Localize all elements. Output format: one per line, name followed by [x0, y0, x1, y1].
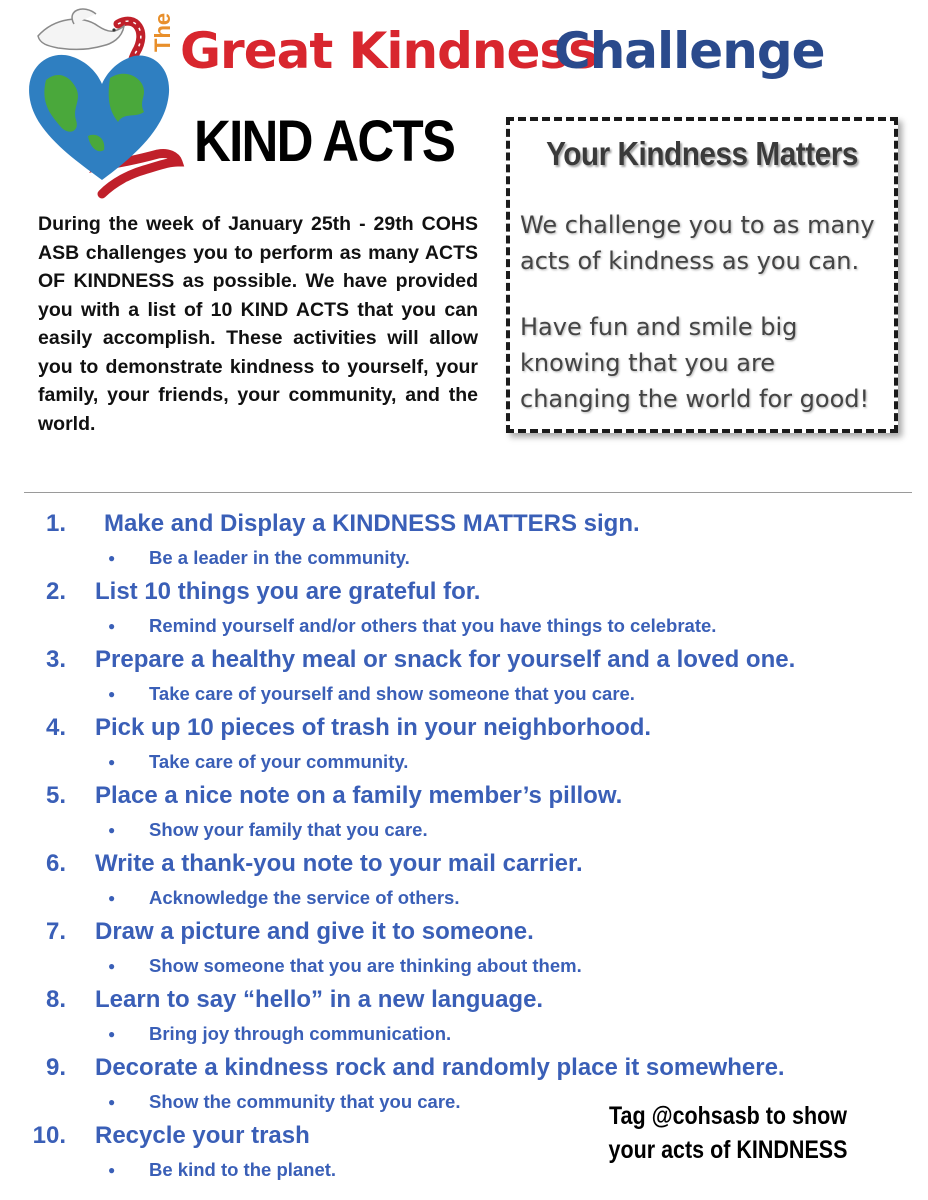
- list-item: [0, 981, 928, 1049]
- box-paragraph-smile: Have fun and smile big knowing that you are changing the world for good!: [520, 313, 870, 413]
- box-paragraph-challenge: We challenge you to as many acts of kindness as you can.: [520, 211, 875, 275]
- list-item-detail: Show the community that you care.: [149, 1091, 461, 1112]
- list-item-detail: Acknowledge the service of others.: [149, 887, 460, 908]
- list-item-title: Recycle your trash: [95, 1122, 310, 1149]
- tag-line-2: your acts of KINDNESS: [608, 1136, 848, 1164]
- list-item-detail: Take care of yourself and show someone that you care.: [149, 683, 635, 704]
- list-number: 10.: [32, 1122, 66, 1149]
- logo-the-word: The: [150, 12, 175, 52]
- page-heading: KIND ACTS: [194, 109, 455, 174]
- bullet-icon: ●: [108, 687, 116, 701]
- tag-line-1: Tag @cohsasb to show: [608, 1102, 847, 1130]
- list-item-title: Prepare a healthy meal or snack for yourself and a loved one.: [95, 646, 796, 673]
- list-number: 8.: [45, 986, 66, 1013]
- bullet-icon: ●: [108, 551, 116, 565]
- bullet-icon: ●: [108, 1163, 116, 1177]
- list-item: [0, 777, 928, 845]
- list-item-title: Place a nice note on a family member’s pillow.: [95, 782, 623, 809]
- list-number: 7.: [45, 918, 66, 945]
- list-number: 3.: [45, 646, 66, 673]
- list-item: [0, 845, 928, 913]
- list-item-title: Draw a picture and give it to someone.: [95, 918, 534, 945]
- list-number: 2.: [45, 578, 66, 605]
- title-great-kindness: Great Kindness: [180, 22, 597, 80]
- bullet-icon: ●: [108, 891, 116, 905]
- list-number: 9.: [45, 1054, 66, 1081]
- list-item-title: Write a thank-you note to your mail carrier.: [95, 850, 583, 877]
- list-item: [0, 573, 928, 641]
- kindness-matters-box: [506, 117, 898, 433]
- bullet-icon: ●: [108, 823, 116, 837]
- title-challenge: Challenge: [554, 22, 825, 80]
- heart-globe-icon: [29, 55, 169, 180]
- list-number: 1.: [45, 510, 66, 537]
- kind-acts-list: [0, 505, 928, 1185]
- list-item-detail: Show your family that you care.: [149, 819, 428, 840]
- list-item: [0, 709, 928, 777]
- intro-paragraph: During the week of January 25th - 29th COHS ASB challenges you to perform as many ACTS OF KINDNESS as possible. We have provided you with a list of 10 KIND ACTS that you can easily accomplish. These activities will allow you to demonstrate kindness to yourself, your family, your friends, your community, and the world.: [38, 213, 478, 435]
- list-item: [0, 641, 928, 709]
- list-item-detail: Be a leader in the community.: [149, 547, 410, 568]
- list-item-detail: Show someone that you are thinking about them.: [149, 955, 582, 976]
- list-item-detail: Bring joy through communication.: [149, 1023, 452, 1044]
- bullet-icon: ●: [108, 619, 116, 633]
- list-number: 4.: [45, 714, 66, 741]
- list-item-detail: Remind yourself and/or others that you have things to celebrate.: [149, 615, 717, 636]
- bullet-icon: ●: [108, 959, 116, 973]
- social-tag-callout: [599, 1099, 857, 1167]
- list-number: 5.: [45, 782, 66, 809]
- dove-icon: [38, 9, 124, 49]
- bullet-icon: ●: [108, 755, 116, 769]
- list-item-detail: Be kind to the planet.: [149, 1159, 337, 1180]
- list-item-title: Make and Display a KINDNESS MATTERS sign.: [104, 510, 640, 537]
- list-item-title: Decorate a kindness rock and randomly place it somewhere.: [95, 1054, 785, 1081]
- bullet-icon: ●: [108, 1027, 116, 1041]
- box-title: Your Kindness Matters: [546, 135, 858, 172]
- divider: [24, 492, 912, 493]
- bullet-icon: ●: [108, 1095, 116, 1109]
- list-item: [0, 913, 928, 981]
- list-item-title: Pick up 10 pieces of trash in your neighborhood.: [95, 714, 652, 741]
- list-item-detail: Take care of your community.: [149, 751, 409, 772]
- list-item-title: Learn to say “hello” in a new language.: [95, 986, 544, 1013]
- list-item: [0, 505, 928, 573]
- list-number: 6.: [45, 850, 66, 877]
- list-item-title: List 10 things you are grateful for.: [95, 578, 481, 605]
